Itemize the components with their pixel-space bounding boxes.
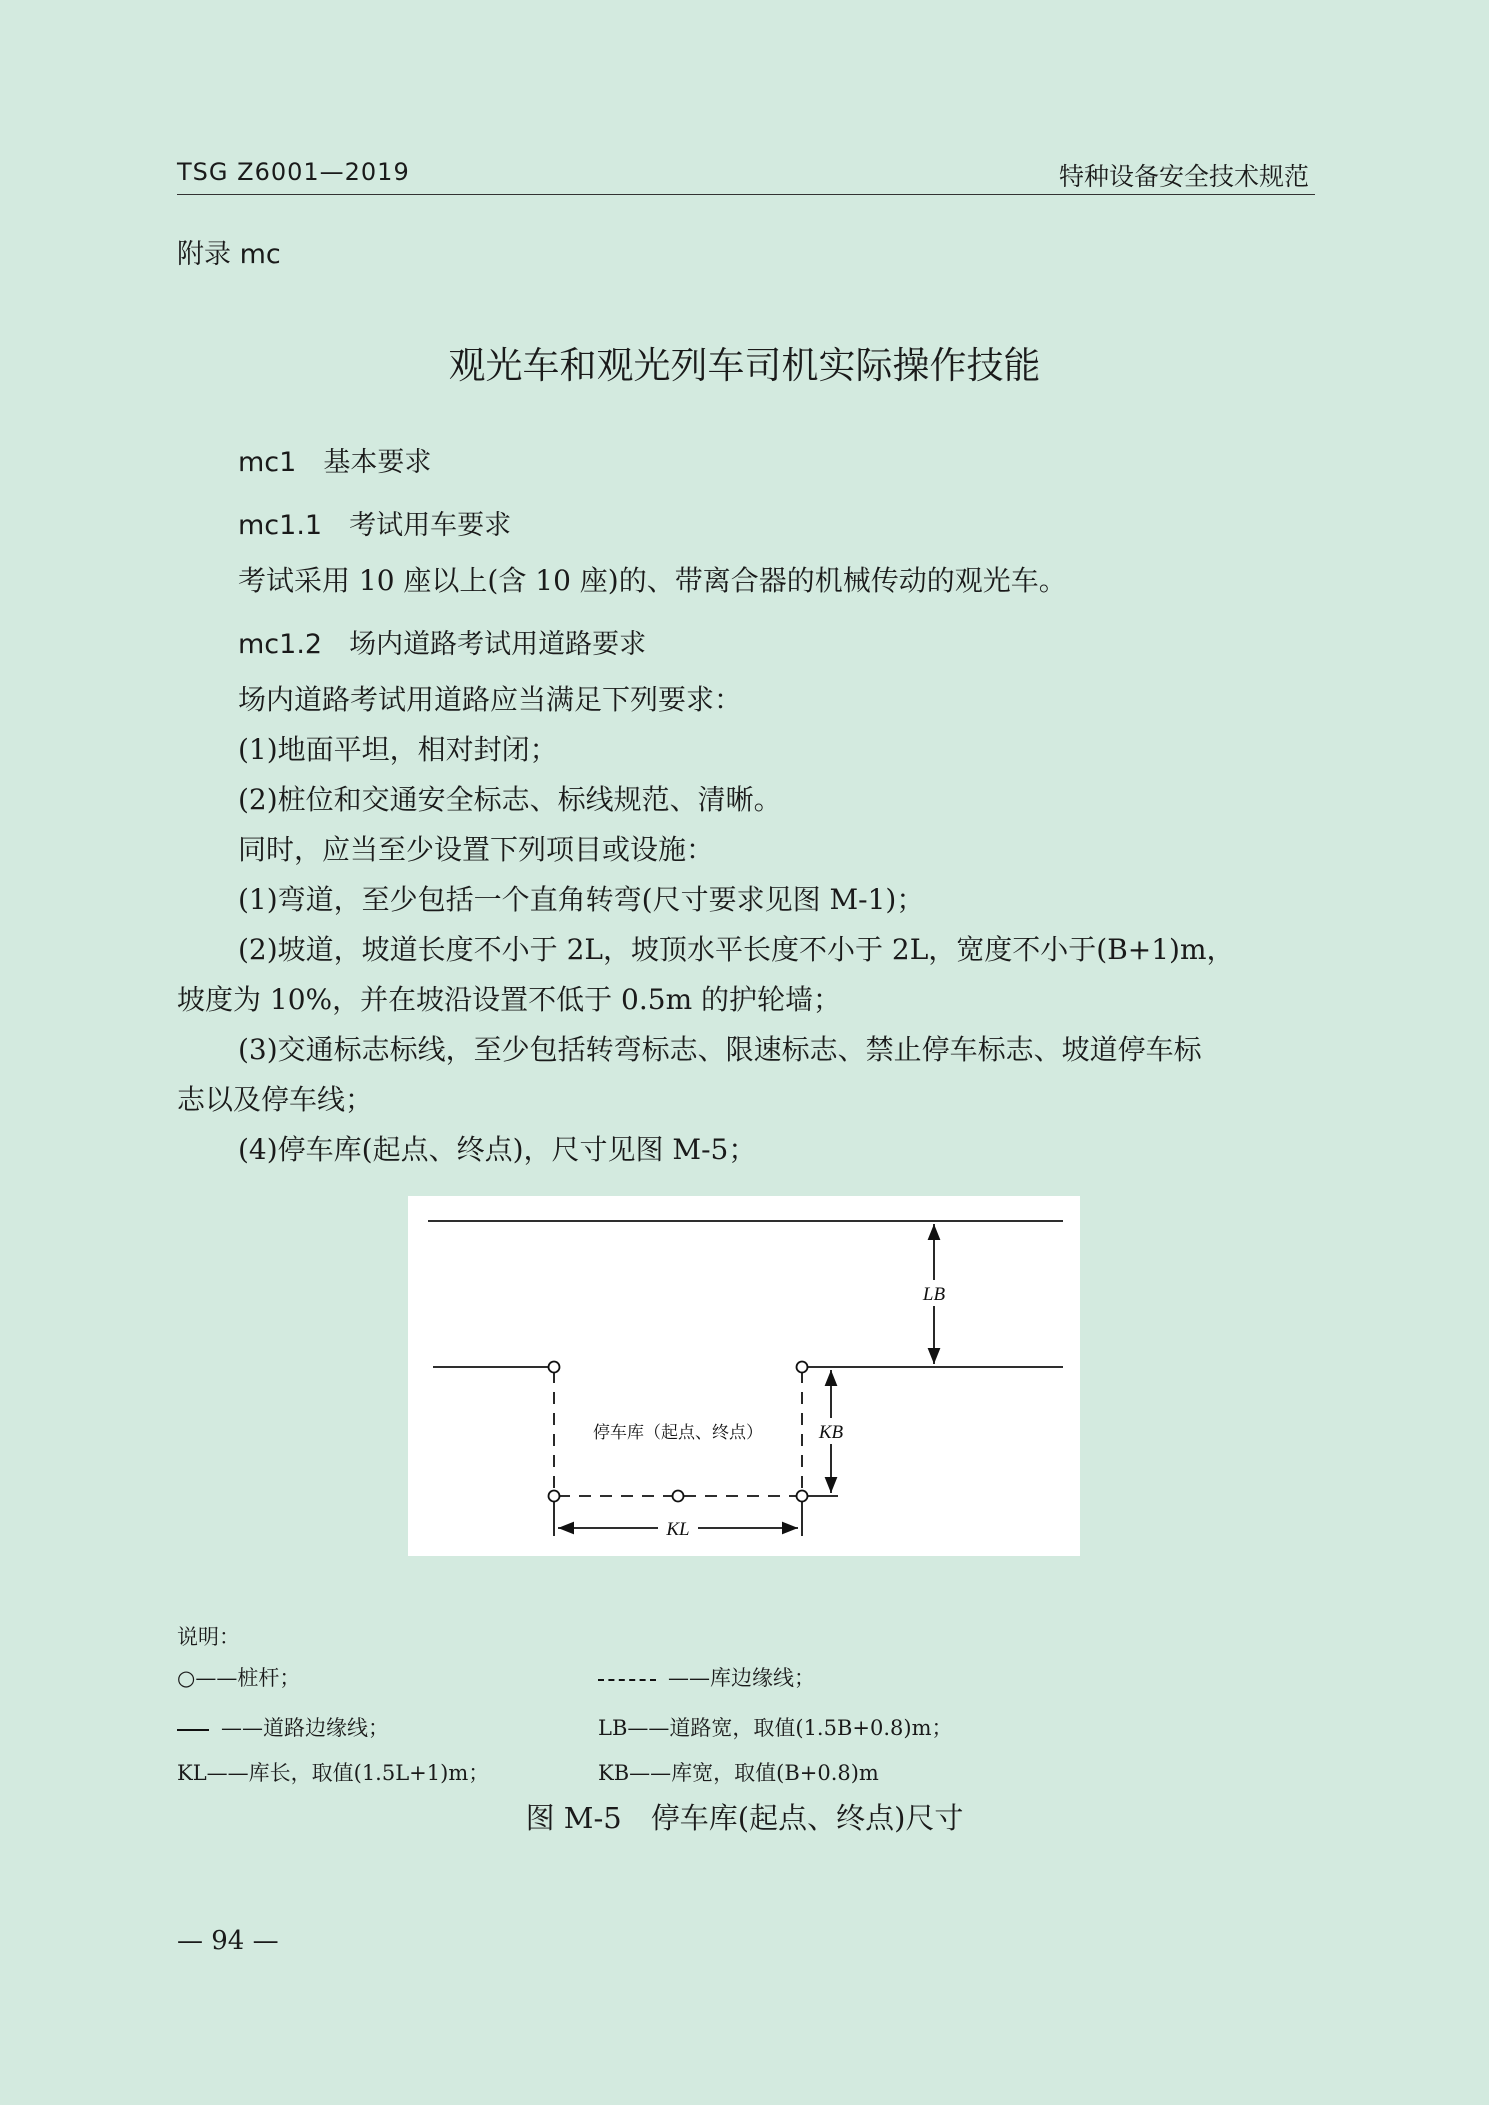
legend-lb: LB——道路宽，取值(1.5B+0.8)m； <box>598 1716 953 1740</box>
page-number: — 94 — <box>177 1926 279 1956</box>
pole-marker <box>549 1362 560 1373</box>
section-heading-mc1-2: mc1.2 场内道路考试用道路要求 <box>238 629 647 660</box>
label-lb: LB <box>922 1284 946 1305</box>
label-kl: KL <box>666 1519 690 1540</box>
list-item-signs-line2: 志以及停车线； <box>177 1083 374 1116</box>
list-item-req1: (1)地面平坦，相对封闭； <box>238 733 558 766</box>
appendix-label: 附录 mc <box>177 239 281 270</box>
pole-marker <box>797 1362 808 1373</box>
pole-marker <box>549 1491 560 1502</box>
legend-kl: KL——库长，取值(1.5L+1)m； <box>177 1761 490 1785</box>
legend-heading: 说明： <box>177 1625 240 1649</box>
legend-road-edge: ——道路边缘线； <box>177 1712 389 1742</box>
pole-marker <box>673 1491 684 1502</box>
dashed-line-swatch <box>598 1679 656 1681</box>
solid-line-swatch <box>177 1729 209 1731</box>
legend-garage-edge: ——库边缘线； <box>598 1662 815 1692</box>
list-item-req2: (2)桩位和交通安全标志、标线规范、清晰。 <box>238 783 782 816</box>
figure-caption: 图 M-5 停车库(起点、终点)尺寸 <box>525 1801 964 1835</box>
header-doc-category: 特种设备安全技术规范 <box>1058 162 1309 191</box>
label-garage: 停车库（起点、终点） <box>593 1423 763 1442</box>
header-doc-code: TSG Z6001—2019 <box>177 158 410 186</box>
label-kb: KB <box>818 1422 844 1443</box>
paragraph-also: 同时，应当至少设置下列项目或设施： <box>238 833 715 866</box>
paragraph-road-intro: 场内道路考试用道路应当满足下列要求： <box>238 683 743 716</box>
paragraph-vehicle-requirement: 考试采用 10 座以上(含 10 座)的、带离合器的机械传动的观光车。 <box>238 564 1067 597</box>
list-item-slope-line2: 坡度为 10%，并在坡沿设置不低于 0.5m 的护轮墙； <box>177 983 842 1016</box>
header-rule <box>177 194 1315 195</box>
list-item-curve: (1)弯道，至少包括一个直角转弯(尺寸要求见图 M-1)； <box>238 883 925 916</box>
section-heading-mc1: mc1 基本要求 <box>238 447 432 478</box>
list-item-slope-line1: (2)坡道，坡道长度不小于 2L，坡顶水平长度不小于 2L，宽度不小于(B+1)m， <box>238 933 1235 966</box>
list-item-signs-line1: (3)交通标志标线，至少包括转弯标志、限速标志、禁止停车标志、坡道停车标 <box>238 1033 1202 1066</box>
legend-pole: ○——桩杆； <box>177 1666 301 1690</box>
page-title: 观光车和观光列车司机实际操作技能 <box>448 344 1041 387</box>
pole-marker <box>797 1491 808 1502</box>
legend-kb: KB——库宽，取值(B+0.8)m <box>598 1761 879 1785</box>
section-heading-mc1-1: mc1.1 考试用车要求 <box>238 510 512 541</box>
list-item-garage: (4)停车库(起点、终点)，尺寸见图 M-5； <box>238 1133 757 1166</box>
garage-diagram <box>408 1196 1080 1556</box>
